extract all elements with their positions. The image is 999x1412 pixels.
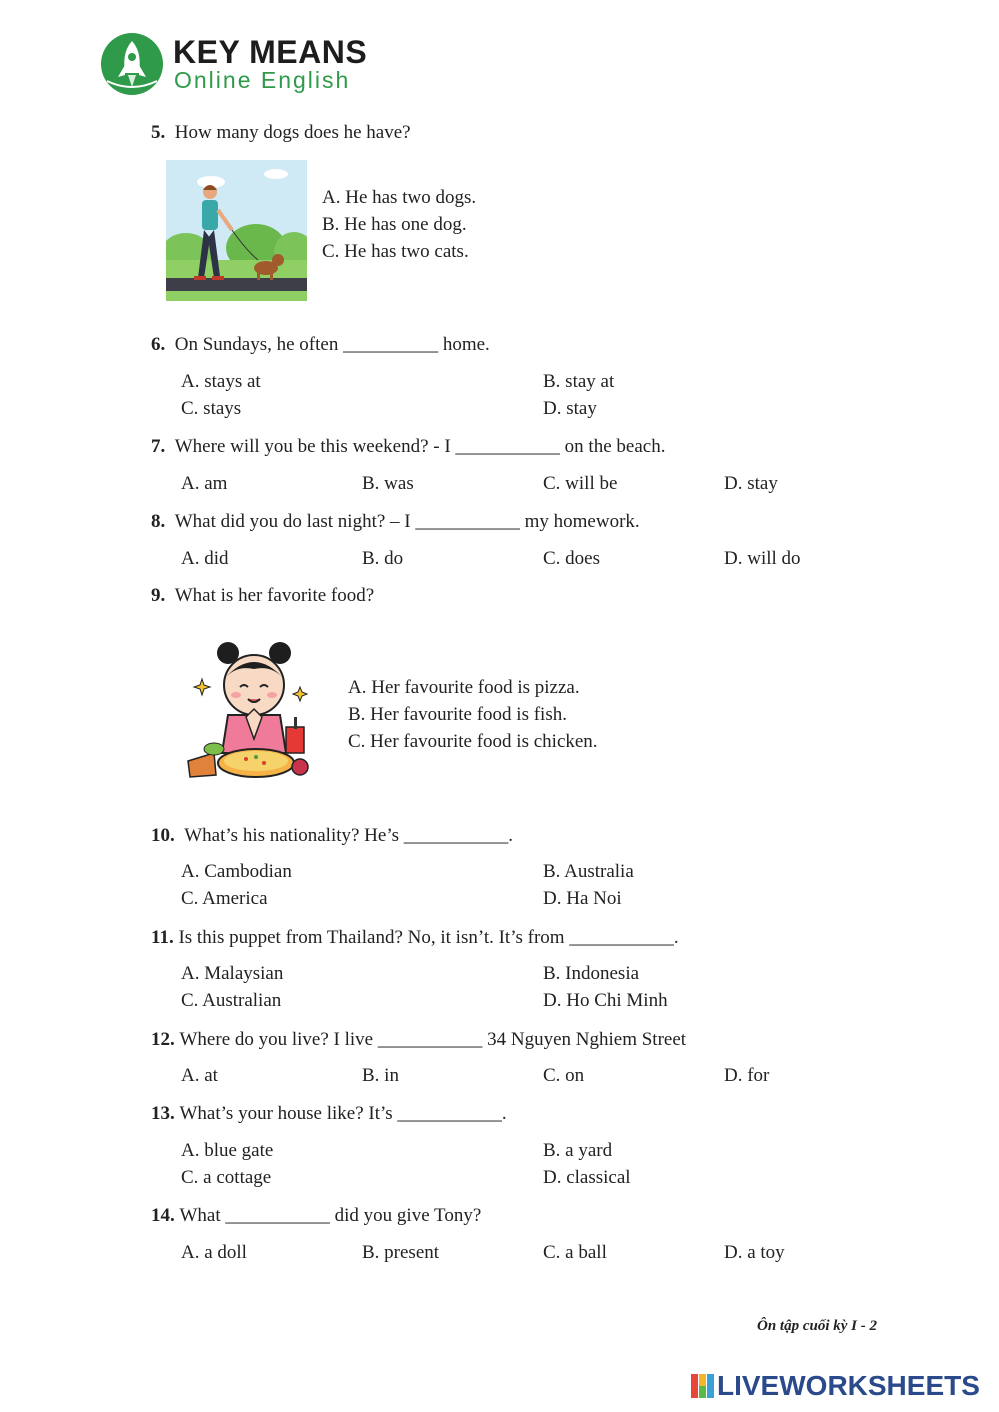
option-d: D. will do xyxy=(724,548,801,569)
question-5 xyxy=(151,121,411,145)
question-number: 6. xyxy=(151,334,166,355)
liveworksheets-logo-icon xyxy=(691,1374,715,1398)
option-b: B. present xyxy=(362,1242,440,1263)
option-b: B. Indonesia xyxy=(543,963,640,984)
question-10 xyxy=(151,824,513,848)
question-number: 7. xyxy=(151,436,166,457)
option-c: C. Her favourite food is chicken. xyxy=(348,731,598,752)
question-8 xyxy=(151,510,640,534)
liveworksheets-watermark: LIVEWORKSHEETS xyxy=(717,1370,980,1401)
brand-logo-icon xyxy=(101,33,163,95)
page-label: Ôn tập cuối kỳ I - 2 xyxy=(757,1318,877,1334)
option-b: B. in xyxy=(362,1065,399,1086)
option-b: B. Her favourite food is fish. xyxy=(348,704,567,725)
option-c: C. He has two cats. xyxy=(322,241,469,262)
question-number: 8. xyxy=(151,511,166,532)
brand-subtitle: Online English xyxy=(174,67,351,93)
option-a: A. He has two dogs. xyxy=(322,187,477,208)
option-b: B. Australia xyxy=(543,861,634,882)
question-number: 9. xyxy=(151,585,166,606)
option-c: C. a ball xyxy=(543,1242,607,1263)
option-b: B. He has one dog. xyxy=(322,214,467,235)
girl-with-pizza-image xyxy=(184,635,324,783)
brand-name: KEY MEANS xyxy=(173,34,368,70)
question-11 xyxy=(151,926,679,950)
question-text: What’s your house like? It’s ___________. xyxy=(179,1103,507,1124)
option-a: A. Malaysian xyxy=(181,963,284,984)
option-d: D. classical xyxy=(543,1167,631,1188)
option-c: C. stays xyxy=(181,398,242,419)
question-7 xyxy=(151,435,665,459)
option-b: B. do xyxy=(362,548,404,569)
option-a: A. stays at xyxy=(181,371,261,392)
question-number: 14. xyxy=(151,1205,175,1226)
option-c: C. Australian xyxy=(181,990,282,1011)
question-number: 13. xyxy=(151,1103,175,1124)
question-text: Where will you be this weekend? - I ___________ on the beach. xyxy=(174,436,666,457)
question-text: What did you do last night? – I ___________ my homework. xyxy=(174,511,640,532)
option-d: D. for xyxy=(724,1065,770,1086)
option-c: C. will be xyxy=(543,473,618,494)
option-b: B. was xyxy=(362,473,414,494)
option-a: A. blue gate xyxy=(181,1140,274,1161)
option-a: A. Her favourite food is pizza. xyxy=(348,677,580,698)
question-number: 5. xyxy=(151,122,166,143)
question-number: 12. xyxy=(151,1029,175,1050)
option-a: A. did xyxy=(181,548,229,569)
question-13 xyxy=(151,1102,507,1126)
man-walking-dog-image xyxy=(166,160,307,301)
question-9 xyxy=(151,584,374,608)
option-b: B. stay at xyxy=(543,371,615,392)
option-d: D. a toy xyxy=(724,1242,785,1263)
question-text: What is her favorite food? xyxy=(174,585,375,606)
question-text: How many dogs does he have? xyxy=(174,122,411,143)
question-text: On Sundays, he often __________ home. xyxy=(174,334,490,355)
question-14 xyxy=(151,1204,481,1228)
question-12 xyxy=(151,1028,686,1052)
option-a: A. at xyxy=(181,1065,218,1086)
option-d: D. Ha Noi xyxy=(543,888,622,909)
option-c: C. America xyxy=(181,888,268,909)
question-number: 11. xyxy=(151,927,174,948)
question-6 xyxy=(151,333,490,357)
question-text: Is this puppet from Thailand? No, it isn’t. It’s from ___________. xyxy=(178,927,679,948)
option-c: C. a cottage xyxy=(181,1167,272,1188)
option-d: D. Ho Chi Minh xyxy=(543,990,668,1011)
question-number: 10. xyxy=(151,825,175,846)
option-d: D. stay xyxy=(724,473,778,494)
option-a: A. am xyxy=(181,473,228,494)
option-c: C. does xyxy=(543,548,600,569)
question-text: Where do you live? I live ___________ 34 Nguyen Nghiem Street xyxy=(179,1029,687,1050)
option-b: B. a yard xyxy=(543,1140,613,1161)
option-a: A. a doll xyxy=(181,1242,247,1263)
question-text: What ___________ did you give Tony? xyxy=(179,1205,482,1226)
option-a: A. Cambodian xyxy=(181,861,292,882)
option-d: D. stay xyxy=(543,398,597,419)
question-text: What’s his nationality? He’s ___________. xyxy=(184,825,514,846)
option-c: C. on xyxy=(543,1065,585,1086)
